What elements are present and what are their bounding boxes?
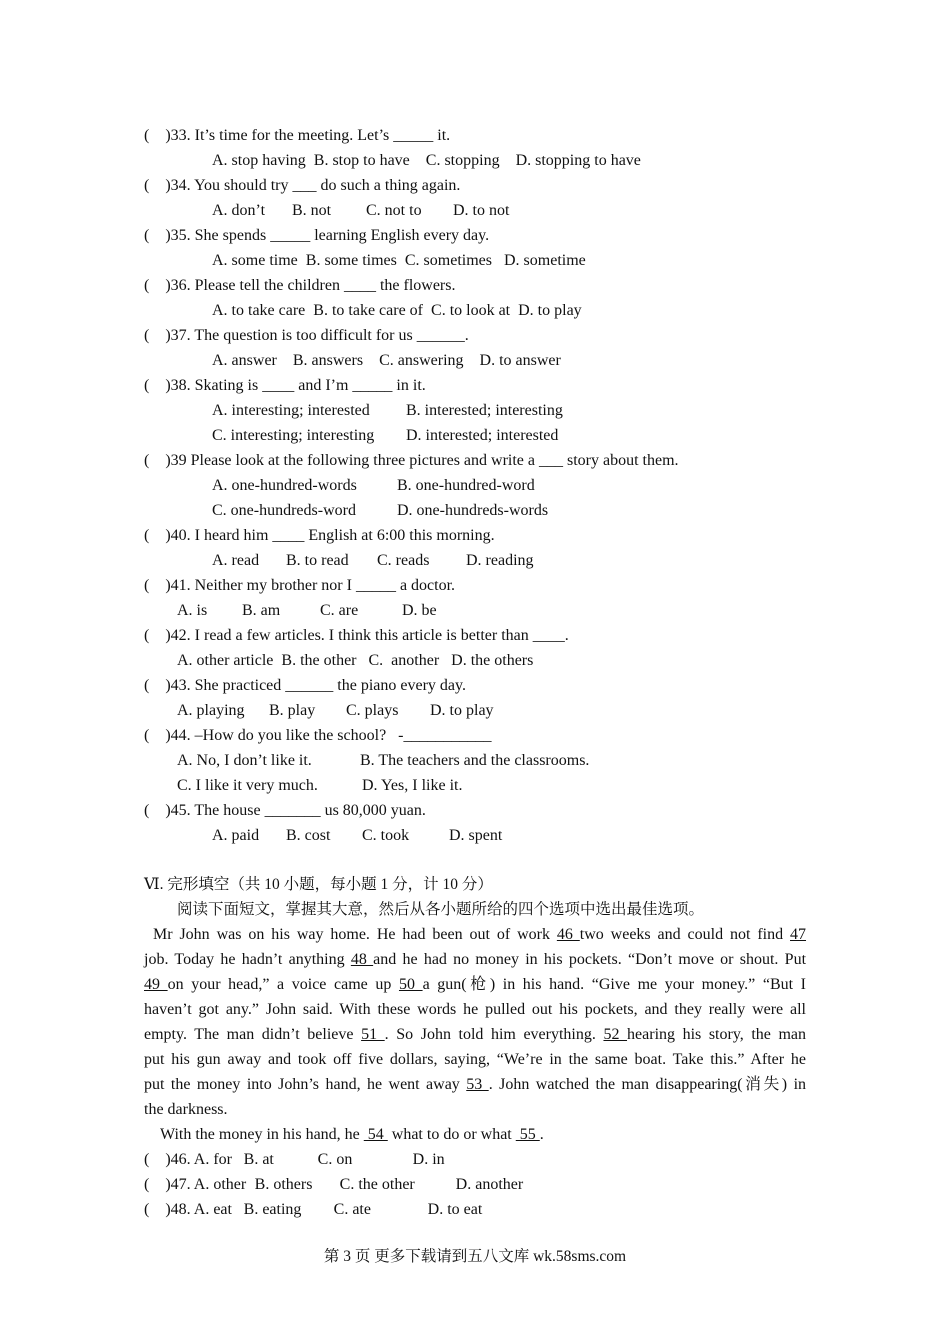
option-c[interactable]: C. on [317,1151,353,1168]
option-b[interactable]: B. The teachers and the classrooms. [360,752,590,769]
question-44-options-cd [177,776,462,796]
option-b[interactable]: B. some times [305,252,397,269]
blank-47[interactable]: 47 [790,926,807,943]
question-38: ( )38. Skating is ____ and I’m _____ in it. [144,377,426,394]
blank-50[interactable]: 50 [398,976,423,993]
option-d[interactable]: D. reading [466,552,534,569]
option-a[interactable]: A. other article [177,652,274,669]
question-36: ( )36. Please tell the children ____ the flowers. [144,277,456,294]
cloze-question-46: ( )46. A. for B. at C. on D. in [144,1151,445,1168]
option-d[interactable]: D. to play [430,702,494,719]
option-b[interactable]: B. answers [292,352,364,369]
question-35-options [212,251,586,271]
option-c[interactable]: C. answering [379,352,464,369]
option-d[interactable]: D. to answer [479,352,561,369]
option-a[interactable]: A. answer [212,352,277,369]
question-34: ( )34. You should try ___ do such a thing again. [144,177,461,194]
passage-line-8: the darkness. [144,1101,228,1118]
question-38-options-ab [212,401,563,421]
passage-line-1: Mr John was on his way home. He had been out of work 46 two weeks and could not find 47 [153,926,807,943]
option-d[interactable]: D. in [412,1151,445,1168]
option-c[interactable]: C. I like it very much. [177,777,318,794]
option-a[interactable]: 47. A. other [170,1176,247,1193]
option-d[interactable]: D. to eat [427,1201,483,1218]
option-a[interactable]: 46. A. for [170,1151,232,1168]
question-43-options [177,701,494,721]
option-a[interactable]: A. don’t [212,202,266,219]
option-a[interactable]: A. No, I don’t like it. [177,752,312,769]
option-a[interactable]: A. stop having [212,152,306,169]
section-title: Ⅵ. 完形填空（共 10 小题，每小题 1 分，计 10 分） [144,876,493,893]
option-b[interactable]: B. cost [286,827,331,844]
option-a[interactable]: A. some time [212,252,298,269]
option-c[interactable]: C. interesting; interesting [212,427,375,444]
question-37-options [212,351,561,371]
section-instruction: 阅读下面短文，掌握其大意，然后从各小题所给的四个选项中选出最佳选项。 [177,901,705,918]
option-d[interactable]: D. interested; interested [406,427,559,444]
question-42-options [177,651,533,671]
option-a[interactable]: A. read [212,552,260,569]
question-39-options-ab [212,476,535,496]
option-a[interactable]: 48. A. eat [170,1201,232,1218]
blank-51[interactable]: 51 [361,1026,385,1043]
blank-48[interactable]: 48 [350,951,374,968]
option-b[interactable]: B. interested; interesting [406,402,563,419]
question-41-options [177,601,437,621]
question-33: ( )33. It’s time for the meeting. Let’s _____ it. [144,127,451,144]
question-44-options-ab [177,751,589,771]
option-c[interactable]: C. sometimes [404,252,492,269]
option-d[interactable]: D. stopping to have [515,152,641,169]
blank-54[interactable]: 54 [363,1126,388,1143]
question-45: ( )45. The house _______ us 80,000 yuan. [144,802,426,819]
option-d[interactable]: D. to not [453,202,510,219]
blank-55[interactable]: 55 [515,1126,540,1143]
question-40: ( )40. I heard him ____ English at 6:00 this morning. [144,527,495,544]
option-c[interactable]: C. plays [346,702,399,719]
blank-53[interactable]: 53 [466,1076,489,1093]
question-34-options [212,201,509,221]
question-45-options [212,826,502,846]
cloze-question-47: ( )47. A. other B. others C. the other D. another [144,1176,524,1193]
option-d[interactable]: D. spent [449,827,503,844]
option-c[interactable]: C. not to [366,202,422,219]
option-c[interactable]: C. took [362,827,410,844]
question-39: ( )39 Please look at the following three pictures and write a ___ story about them. [144,452,679,469]
option-c[interactable]: C. the other [339,1176,415,1193]
question-39-options-cd [212,501,548,521]
option-b[interactable]: B. at [243,1151,274,1168]
option-c[interactable]: C. another [368,652,440,669]
option-b[interactable]: B. not [292,202,332,219]
passage-line-2: job. Today he hadn’t anything 48 and he had no money in his pockets. “Don’t move or shout. Put [144,951,807,968]
blank-46[interactable]: 46 [556,926,580,943]
option-a[interactable]: A. one-hundred-words [212,477,357,494]
option-c[interactable]: C. ate [333,1201,371,1218]
question-42: ( )42. I read a few articles. I think this article is better than ____. [144,627,569,644]
option-c[interactable]: C. one-hundreds-word [212,502,356,519]
passage-line-6: put his gun away and took off five dollars, saying, “We’re in the same boat. Take this.” After he [144,1051,806,1068]
question-43: ( )43. She practiced ______ the piano every day. [144,677,466,694]
question-40-options [212,551,534,571]
option-d[interactable]: D. the others [451,652,534,669]
passage-line-3: 49 on your head,” a voice came up 50 a gun(枪) in his hand. “Give me your money.” “But I [144,976,807,993]
question-44: ( )44. –How do you like the school? -___________ [144,727,492,744]
cloze-question-48: ( )48. A. eat B. eating C. ate D. to eat [144,1201,483,1218]
option-a[interactable]: A. to take care [212,302,306,319]
option-d[interactable]: D. one-hundreds-words [397,502,549,519]
passage-line-9: With the money in his hand, he 54 what to do or what 55 . [160,1126,544,1143]
option-b[interactable]: B. am [242,602,281,619]
question-35: ( )35. She spends _____ learning English every day. [144,227,490,244]
option-b[interactable]: B. stop to have [313,152,410,169]
blank-52[interactable]: 52 [603,1026,628,1043]
option-b[interactable]: B. others [254,1176,313,1193]
passage-line-4: haven’t got any.” John said. With these words he pulled out his pockets, and they really were all [144,1001,806,1018]
option-a[interactable]: A. interesting; interested [212,402,370,419]
option-b[interactable]: B. one-hundred-word [397,477,535,494]
passage-line-7: put the money into John’s hand, he went away 53 . John watched the man disappearing(消失) in [144,1076,807,1093]
option-a[interactable]: A. playing [177,702,245,719]
option-b[interactable]: B. to read [286,552,349,569]
question-36-options [212,301,582,321]
option-d[interactable]: D. Yes, I like it. [362,777,463,794]
question-41: ( )41. Neither my brother nor I _____ a doctor. [144,577,456,594]
option-d[interactable]: D. be [402,602,437,619]
question-38-options-cd [212,426,558,446]
option-b[interactable]: B. play [269,702,316,719]
option-c[interactable]: C. reads [377,552,430,569]
blank-49[interactable]: 49 [144,976,168,993]
option-a[interactable]: A. is [177,602,208,619]
passage-line-5: empty. The man didn’t believe 51 . So John told him everything. 52 hearing his story, the man [144,1026,807,1043]
option-b[interactable]: B. to take care of [313,302,424,319]
option-c[interactable]: C. stopping [425,152,500,169]
option-b[interactable]: B. eating [243,1201,302,1218]
option-a[interactable]: A. paid [212,827,260,844]
option-c[interactable]: C. to look at [431,302,511,319]
question-37: ( )37. The question is too difficult for us ______. [144,327,469,344]
option-d[interactable]: D. sometime [503,252,586,269]
page-footer: 第 3 页 更多下载请到五八文库 wk.58sms.com [323,1248,627,1265]
question-33-options [212,151,641,171]
option-c[interactable]: C. are [320,602,359,619]
option-d[interactable]: D. another [455,1176,524,1193]
option-d[interactable]: D. to play [518,302,582,319]
option-b[interactable]: B. the other [281,652,357,669]
